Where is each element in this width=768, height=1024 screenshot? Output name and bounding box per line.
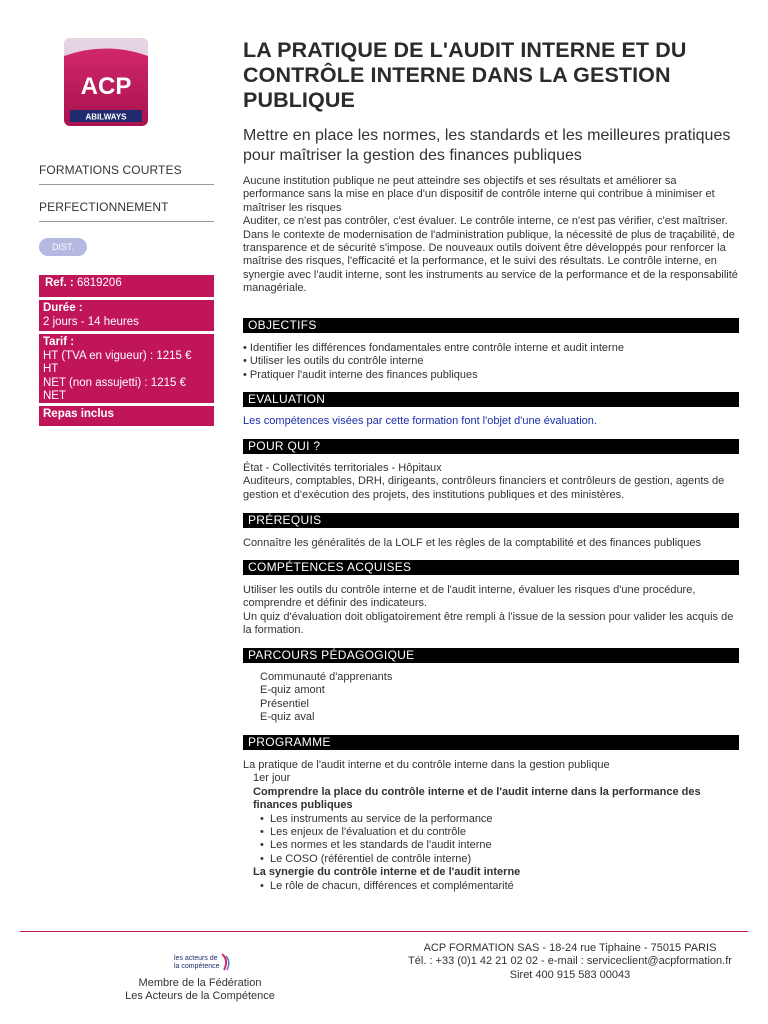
company-contact[interactable]: Tél. : +33 (0)1 42 21 02 02 - e-mail : serviceclient@acpformation.fr <box>408 955 732 968</box>
duree-box <box>39 300 214 331</box>
svg-text:la compétence: la compétence <box>174 963 220 970</box>
text-line: État - Collectivités territoriales - Hôpitaux <box>243 462 442 474</box>
svg-text:ABILWAYS: ABILWAYS <box>85 112 127 122</box>
sidebar-link-formations-courtes[interactable]: FORMATIONS COURTES <box>39 163 214 185</box>
list-item: • Les instruments au service de la performance <box>243 813 740 826</box>
programme-intro: La pratique de l'audit interne et du contrôle interne dans la gestion publique <box>243 759 610 771</box>
list-item: • Identifier les différences fondamentales entre contrôle interne et audit interne <box>243 342 624 354</box>
list-item: Présentiel <box>260 697 309 710</box>
intro-paragraph: Aucune institution publique ne peut atteindre ses objectifs et ses résultats et améliorer sa performance sans la mise en place d'un dispositif de contrôle interne qui contribue à minimiser et maîtriser les risques <box>243 175 715 214</box>
list-item: • Utiliser les outils du contrôle interne <box>243 355 424 368</box>
section-header-objectifs: OBJECTIFS <box>243 318 739 333</box>
section-header-programme: PROGRAMME <box>243 735 739 750</box>
section-prerequis <box>243 537 740 550</box>
repas-box <box>39 406 214 426</box>
repas-label: Repas inclus <box>43 408 114 420</box>
section-header-parcours: PARCOURS PÉDAGOGIQUE <box>243 648 739 663</box>
svg-text:les acteurs de: les acteurs de <box>174 955 218 962</box>
intro-paragraph: Auditer, ce n'est pas contrôler, c'est évaluer. Le contrôle interne, ce n'est pas vérifier, c'est maîtriser. <box>243 215 728 228</box>
company-address: ACP FORMATION SAS - 18-24 rue Tiphaine - 75015 PARIS <box>423 942 717 954</box>
company-info <box>380 942 760 982</box>
section-header-evaluation: EVALUATION <box>243 392 739 407</box>
tarif-net: NET (non assujetti) : 1215 € NET <box>43 376 186 402</box>
list-item: E-quiz amont <box>260 684 325 697</box>
section-header-pour-qui: POUR QUI ? <box>243 439 739 454</box>
acp-logo <box>62 36 150 128</box>
text-line: Utiliser les outils du contrôle interne et de l'audit interne, évaluer les risques d'une procédure, comprendre et définir des indicateurs. <box>243 584 696 610</box>
federation-logo <box>172 950 232 974</box>
federation-line: Les Acteurs de la Compétence <box>125 990 275 1003</box>
tarif-box <box>39 334 214 403</box>
section-evaluation[interactable] <box>243 415 740 428</box>
section-parcours <box>243 671 740 725</box>
ref-value: 6819206 <box>76 277 122 289</box>
text-line: Connaître les généralités de la LOLF et les règles de la comptabilité et des finances publiques <box>243 537 701 549</box>
page-subtitle: Mettre en place les normes, les standards et les meilleures pratiques pour maîtriser la gestion des finances publiques <box>243 127 731 164</box>
ref-box <box>39 275 214 297</box>
section-header-competences: COMPÉTENCES ACQUISES <box>243 560 739 575</box>
duree-label: Durée : <box>43 302 83 314</box>
text-line: Auditeurs, comptables, DRH, dirigeants, contrôleurs financiers et contrôleurs de gestion, agents de gestion et d'exécution des projets, des institutions publiques et des ministères. <box>243 475 725 501</box>
ref-label: Ref. : <box>45 277 74 289</box>
section-competences <box>243 584 740 638</box>
federation-line: Membre de la Fédération <box>138 977 262 989</box>
company-siret: Siret 400 915 583 00043 <box>509 968 631 981</box>
section-header-prerequis: PRÉREQUIS <box>243 513 739 528</box>
duree-value: 2 jours - 14 heures <box>43 315 139 328</box>
footer-divider <box>20 931 748 932</box>
list-item: • Le rôle de chacun, différences et complémentarité <box>243 880 740 893</box>
programme-day: 1er jour <box>253 772 291 785</box>
tarif-ht: HT (TVA en vigueur) : 1215 € HT <box>43 349 192 375</box>
evaluation-link[interactable]: Les compétences visées par cette formation font l'objet d'une évaluation. <box>243 415 597 427</box>
svg-text:ACP: ACP <box>80 73 132 100</box>
dist-badge: DIST. <box>39 238 87 256</box>
federation-text <box>110 977 290 1004</box>
intro-text <box>243 175 740 296</box>
intro-paragraph: Dans le contexte de modernisation de l'administration publique, la nécessité de plus de traçabilité, de transparence et de sécurité s'impose. De nouveaux outils doivent être développés pour renforcer la maîtrise des risques, l'efficacité et la performance, et le suivi des résultats. Le contrôle interne, en synergie avec l'audit interne, sont les instruments au service de la performance et de la responsabilité managériale. <box>243 228 738 295</box>
section-programme <box>243 759 740 893</box>
section-pour-qui <box>243 462 740 502</box>
page-title: LA PRATIQUE DE L'AUDIT INTERNE ET DU CONTRÔLE INTERNE DANS LA GESTION PUBLIQUE <box>243 38 687 112</box>
list-item: Communauté d'apprenants <box>260 671 393 683</box>
list-item: • Pratiquer l'audit interne des finances publiques <box>243 368 478 381</box>
list-item: • Le COSO (référentiel de contrôle interne) <box>243 853 740 866</box>
list-item: • Les enjeux de l'évaluation et du contrôle <box>243 826 740 839</box>
sidebar-link-perfectionnement[interactable]: PERFECTIONNEMENT <box>39 200 214 222</box>
list-item: E-quiz aval <box>260 711 315 724</box>
programme-block-title: Comprendre la place du contrôle interne et de l'audit interne dans la performance des finances publiques <box>253 785 701 812</box>
programme-block-title: La synergie du contrôle interne et de l'audit interne <box>253 866 521 879</box>
tarif-label: Tarif : <box>43 336 75 348</box>
section-objectifs <box>243 342 740 382</box>
list-item: • Les normes et les standards de l'audit interne <box>243 839 740 852</box>
text-line: Un quiz d'évaluation doit obligatoirement être rempli à l'issue de la session pour valider les acquis de la formation. <box>243 610 734 637</box>
